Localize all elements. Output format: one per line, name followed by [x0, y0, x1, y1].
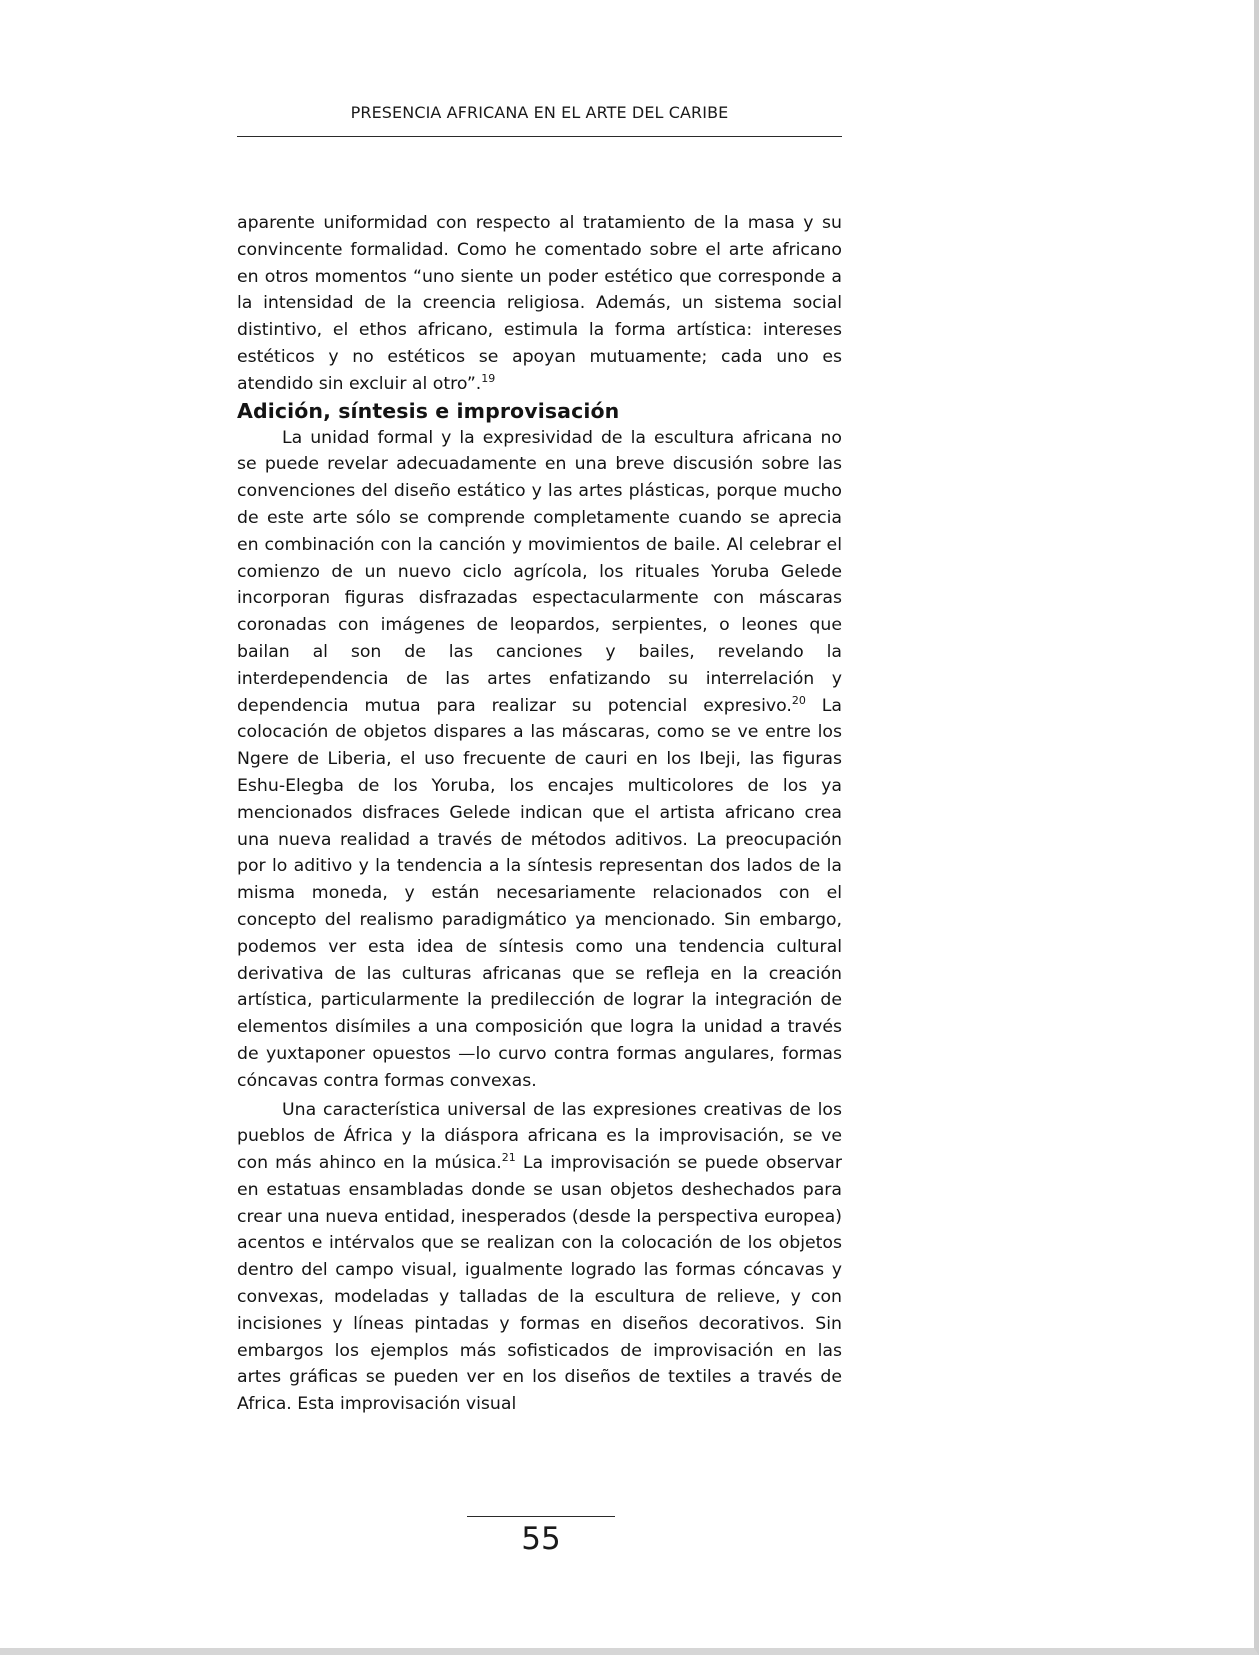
paragraph-continued — [237, 210, 842, 398]
footnote-ref-19: 19 — [481, 371, 496, 385]
paragraph-text: La improvisación se puede observar en estatuas ensambladas donde se usan objetos deshechados para crear una nueva entidad, inesperados (desde la perspectiva europea) acentos e intérvalos que se realizan con la colocación de los objetos dentro del campo visual, igualmente logrado las formas cóncavas y convexas, modeladas y talladas de la escultura de relieve, y con incisiones y líneas pintadas y formas en diseños decorativos. Sin embargos los ejemplos más sofisticados de improvisación en las artes gráficas se pueden ver en los diseños de textiles a través de Africa. Esta improvisación visual — [237, 1153, 842, 1415]
body-text — [237, 210, 842, 1418]
section-heading: Adición, síntesis e improvisación — [237, 398, 620, 423]
paragraph-text: La unidad formal y la expresividad de la escultura africana no se puede revelar adecuadamente en una breve discusión sobre las convenciones del diseño estático y las artes plásticas, porque mucho de este arte sólo se comprende completamente cuando se aprecia en combinación con la canción y movimientos de baile. Al celebrar el comienzo de un nuevo ciclo agrícola, los rituales Yoruba Gelede incorporan figuras disfrazadas espectacularmente con máscaras coronadas con imágenes de leopardos, serpientes, o leones que bailan al son de las canciones y bailes, revelando la interdependencia de las artes enfatizando su interrelación y dependencia mutua para realizar su potencial expresivo. — [237, 427, 842, 716]
paragraph-text: La colocación de objetos dispares a las máscaras, como se ve entre los Ngere de Liberia, el uso frecuente de cauri en los Ibeji, las figuras Eshu-Elegba de los Yoruba, los encajes multicolores de los ya mencionados disfraces Gelede indican que el artista africano crea una nueva realidad a través de métodos aditivos. La preocupación por lo aditivo y la tendencia a la síntesis representan dos lados de la misma moneda, y están necesariamente relacionados con el concepto del realismo paradigmático ya mencionado. Sin embargo, podemos ver esta idea de síntesis como una tendencia cultural derivativa de las culturas africanas que se refleja en la creación artística, particularmente la predilección de lograr la integración de elementos disímiles a una composición que logra la unidad a través de yuxtaponer opuestos —lo curvo contra formas angulares, formas cóncavas contra formas convexas. — [237, 695, 842, 1091]
paragraph-text: aparente uniformidad con respecto al tratamiento de la masa y su convincente formalidad. Como he comentado sobre el arte africano en otros momentos “uno siente un poder estético que corresponde a la intensidad de la creencia religiosa. Además, un sistema social distintivo, el ethos africano, estimula la forma artística: intereses estéticos y no estéticos se apoyan mutuamente; cada uno es atendido sin excluir al otro”. — [237, 213, 842, 394]
footnote-ref-21: 21 — [501, 1151, 516, 1165]
running-head: PRESENCIA AFRICANA EN EL ARTE DEL CARIBE — [350, 103, 729, 122]
footnote-ref-20: 20 — [791, 693, 806, 707]
header-rule — [237, 136, 842, 137]
paragraph-text: Una característica universal de las expresiones creativas de los pueblos de África y la diáspora africana es la improvisación, se ve con más ahinco en la música. — [237, 1099, 842, 1174]
page-number: 55 — [521, 1521, 561, 1557]
paragraph-addition-synthesis — [237, 425, 842, 1095]
paragraph-improvisation — [237, 1097, 842, 1419]
